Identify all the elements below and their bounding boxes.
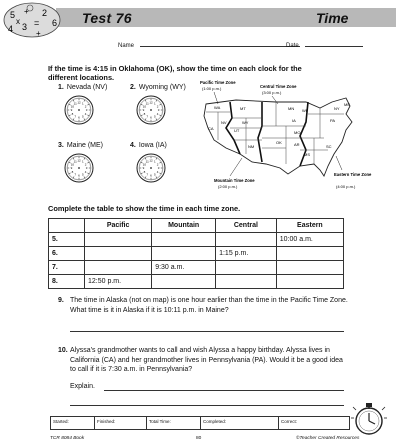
clock-numeral: 6 (150, 173, 152, 178)
clock-numeral: 7 (146, 172, 149, 177)
clock-face-icon[interactable] (136, 153, 166, 183)
state-label: OK (276, 140, 282, 145)
clock-numeral: 7 (74, 114, 77, 119)
clock-numeral: 10 (142, 162, 147, 167)
table-cell[interactable] (85, 247, 152, 261)
clock-numeral: 6 (78, 173, 80, 178)
publisher-credit: ©Teacher Created Resources (296, 436, 360, 441)
clock-number: 1. (58, 84, 64, 91)
correct-field[interactable]: Correct: (281, 419, 298, 424)
table-cell: 1:15 p.m. (216, 247, 277, 261)
clock-numeral: 11 (73, 159, 77, 164)
row-number: 5. (49, 233, 85, 247)
name-row (118, 41, 300, 49)
clock-numeral: 8 (71, 111, 74, 116)
clock-numeral: 2 (156, 162, 159, 167)
clock-numeral: 7 (74, 172, 77, 177)
clock-numeral: 12 (149, 100, 153, 105)
book-code: TCR 8084 Book (50, 436, 85, 441)
clock-numeral: 3 (85, 166, 88, 171)
clock-numeral: 8 (143, 111, 146, 116)
clock-numeral: 3 (157, 166, 160, 171)
state-label: ME (344, 102, 350, 107)
table-header: Eastern (276, 219, 343, 233)
clock-wyoming (130, 84, 186, 120)
table-row (49, 261, 344, 275)
row-number: 6. (49, 247, 85, 261)
question-number: 10. (58, 347, 68, 354)
clock-numeral: 11 (145, 159, 149, 164)
icon-digit: 6 (52, 18, 58, 28)
clock-numeral: 2 (84, 104, 87, 109)
clock-numeral: 4 (84, 111, 87, 116)
math-symbols-icon (2, 2, 72, 42)
state-label: NM (248, 144, 255, 149)
clock-face-icon[interactable] (136, 95, 166, 125)
answer-line-q9[interactable] (70, 331, 344, 332)
clock-numeral: 1 (81, 159, 84, 164)
clock-label: Wyoming (WY) (138, 84, 186, 91)
clock-numeral: 10 (142, 104, 147, 109)
instruction-line: different locations. (48, 73, 115, 82)
table-cell: 12:50 p.m. (85, 275, 152, 289)
pacific-zone-title: Pacific Time Zone (200, 80, 236, 85)
clock-numeral: 1 (153, 159, 156, 164)
table-header (49, 219, 85, 233)
completed-field[interactable]: Completed: (201, 417, 279, 430)
row-number: 7. (49, 261, 85, 275)
test-subject: Time (316, 10, 349, 26)
icon-digit: 5 (10, 10, 16, 20)
clock-numeral: 4 (156, 111, 159, 116)
time-zone-table (48, 218, 344, 289)
state-label: IA (292, 118, 296, 123)
clock-numeral: 1 (153, 101, 156, 106)
question-number: 9. (58, 297, 64, 304)
table-cell[interactable] (216, 261, 277, 275)
us-outline (204, 98, 352, 176)
eastern-zone-time: (4:00 p.m.) (336, 184, 356, 189)
state-label: AR (294, 142, 300, 147)
clock-label: Nevada (NV) (66, 84, 108, 91)
clock-numeral: 5 (153, 172, 156, 177)
clock-number: 4. (130, 142, 136, 149)
clock-numeral: 10 (70, 104, 75, 109)
central-zone-title: Central Time Zone (260, 84, 297, 89)
state-label: MT (240, 106, 246, 111)
clock-numeral: 9 (142, 166, 145, 171)
clock-numeral: 6 (78, 115, 80, 120)
table-header-row (49, 219, 344, 233)
clock-numeral: 6 (150, 115, 152, 120)
table-cell: 9:30 a.m. (152, 261, 216, 275)
clock-nevada (58, 84, 108, 120)
question-text: The time in Alaska (not on map) is one hour earlier than the time in the Pacific Time Zone. What time is it in Alaska if it is 10:11 p.m. in Maine? (70, 297, 348, 314)
clock-label: Iowa (IA) (138, 142, 167, 149)
mountain-zone-title: Mountain Time Zone (214, 178, 255, 183)
clock-group (58, 84, 198, 194)
mountain-zone-time: (2:00 p.m.) (218, 184, 238, 189)
state-label: WA (214, 105, 221, 110)
clock-numeral: 8 (143, 169, 146, 174)
answer-line-q10-2[interactable] (70, 405, 344, 406)
clock-numeral: 3 (157, 108, 160, 113)
table-header: Central (216, 219, 277, 233)
clock-numeral: 12 (149, 158, 153, 163)
date-label: Date (286, 43, 299, 49)
state-label: WY (242, 120, 249, 125)
clock-maine (58, 142, 104, 178)
date-field[interactable] (305, 41, 363, 47)
state-label: NV (221, 120, 227, 125)
state-label: CA (208, 126, 214, 131)
clock-numeral: 7 (146, 114, 149, 119)
clock-numeral: 5 (81, 114, 84, 119)
clock-numeral: 8 (71, 169, 74, 174)
table-cell[interactable] (152, 247, 216, 261)
us-time-zone-map (196, 78, 372, 196)
question-10 (58, 346, 348, 373)
clock-numeral: 1 (81, 101, 84, 106)
state-label: UT (234, 128, 240, 133)
icon-digit: + (24, 7, 29, 16)
state-label: MS (304, 152, 310, 157)
table-row (49, 275, 344, 289)
state-label: NY (334, 106, 340, 111)
table-row (49, 233, 344, 247)
answer-line-q10-1[interactable] (104, 390, 344, 391)
table-header: Pacific (85, 219, 152, 233)
icon-digit: 3 (22, 22, 28, 32)
table-cell[interactable] (276, 247, 343, 261)
state-label: MN (288, 106, 295, 111)
clock-number: 2. (130, 84, 136, 91)
icon-digit: 4 (8, 24, 14, 34)
clock-face-icon[interactable] (64, 153, 94, 183)
icon-digit: x (16, 17, 20, 26)
table-cell[interactable] (216, 233, 277, 247)
state-label: PA (330, 118, 336, 123)
table-cell[interactable] (216, 275, 277, 289)
clock-numeral: 12 (77, 100, 81, 105)
part2-instruction: Complete the table to show the time in each time zone. (48, 204, 241, 213)
page-number: 80 (196, 436, 202, 441)
icon-digit: + (36, 29, 41, 38)
clock-numeral: 11 (73, 101, 77, 106)
table-cell[interactable] (152, 233, 216, 247)
clock-iowa (130, 142, 167, 178)
table-cell[interactable] (276, 275, 343, 289)
clock-numeral: 3 (85, 108, 88, 113)
total-time-field[interactable]: Total Time: (147, 417, 201, 430)
table-cell[interactable] (276, 261, 343, 275)
table-row (49, 247, 344, 261)
table-cell[interactable] (152, 275, 216, 289)
clock-label: Maine (ME) (66, 142, 104, 149)
table-cell[interactable] (85, 261, 152, 275)
pacific-zone-time: (1:00 p.m.) (202, 86, 222, 91)
clock-numeral: 2 (156, 104, 159, 109)
table-cell: 10:00 a.m. (276, 233, 343, 247)
clock-number: 3. (58, 142, 64, 149)
clock-numeral: 9 (70, 108, 73, 113)
clock-numeral: 11 (145, 101, 149, 106)
state-label: MO (294, 130, 301, 135)
clock-numeral: 2 (84, 162, 87, 167)
row-number: 8. (49, 275, 85, 289)
clock-numeral: 9 (70, 166, 73, 171)
date-row (286, 41, 363, 49)
state-label: SC (326, 144, 332, 149)
clock-numeral: 5 (81, 172, 84, 177)
clock-numeral: 4 (84, 169, 87, 174)
name-label: Name (118, 43, 135, 49)
icon-digit: 2 (42, 8, 48, 18)
state-label: WI (302, 108, 307, 113)
question-text: Alyssa's grandmother wants to call and wish Alyssa a happy birthday. Alyssa lives in California (CA) and her grandmother lives in Pennsylvania (PA). Would it be a good idea to call if it is 7:30 a.m. in Pennsylvania? (70, 347, 343, 373)
timing-footer (50, 416, 350, 430)
instruction-line: If the time is 4:15 in Oklahoma (OK), show the time on each clock for the (48, 64, 302, 73)
table-header: Mountain (152, 219, 216, 233)
table-cell[interactable] (85, 233, 152, 247)
stopwatch-icon (350, 400, 388, 438)
eastern-zone-title: Eastern Time Zone (334, 172, 372, 177)
page-header (0, 0, 400, 40)
test-title: Test 76 (82, 10, 132, 26)
icon-digit: = (34, 18, 40, 28)
clock-numeral: 9 (142, 108, 145, 113)
clock-face-icon[interactable] (64, 95, 94, 125)
explain-label: Explain. (70, 383, 95, 390)
clock-numeral: 10 (70, 162, 75, 167)
clock-numeral: 4 (156, 169, 159, 174)
name-field[interactable] (140, 41, 300, 47)
finished-field[interactable]: Finished: (95, 417, 147, 430)
started-field[interactable]: Started: (51, 417, 95, 430)
central-zone-time: (3:00 p.m.) (262, 90, 282, 95)
clock-numeral: 5 (153, 114, 156, 119)
question-9 (58, 296, 348, 314)
clock-numeral: 12 (77, 158, 81, 163)
